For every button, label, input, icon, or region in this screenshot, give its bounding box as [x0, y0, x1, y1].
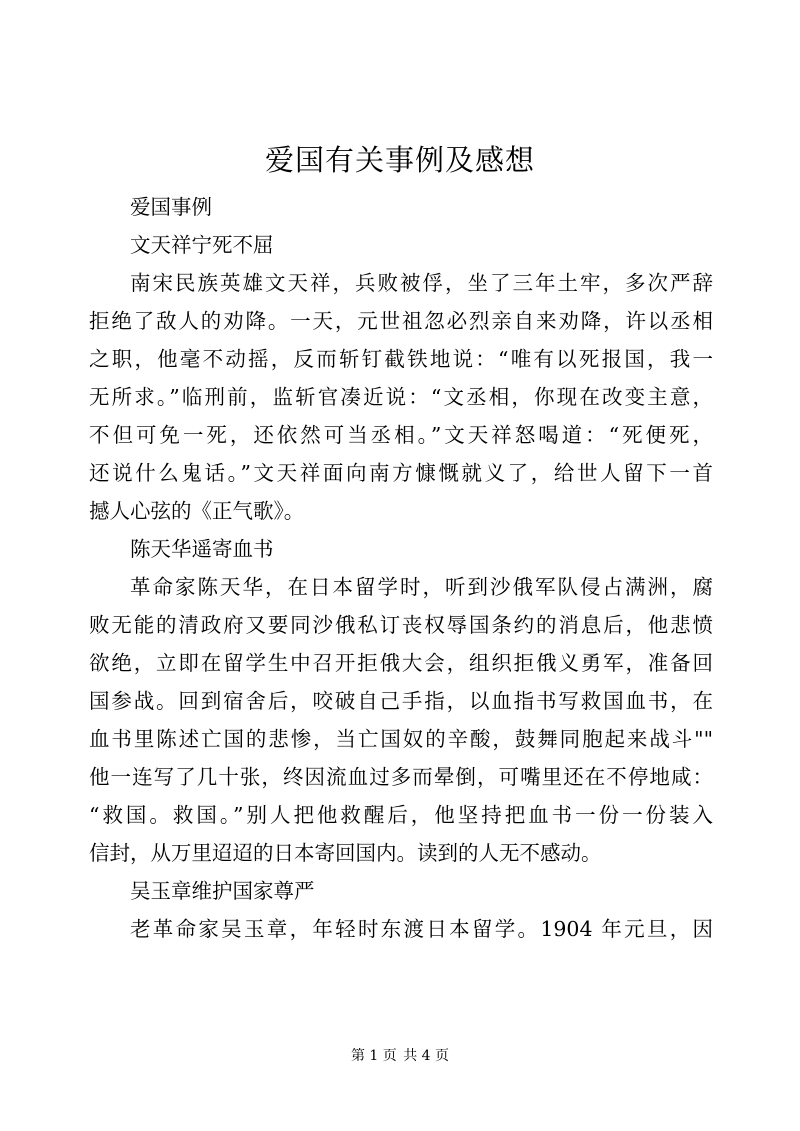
text-line: 还说什么鬼话。”文天祥面向南方慷慨就义了，给世人留下一首: [89, 461, 713, 485]
story-title-chen: [89, 530, 713, 568]
text-line: “救国。救国。”别人把他救醒后，他坚持把血书一份一份装入: [89, 803, 713, 827]
page-footer: [0, 1046, 800, 1066]
text-line: 撼人心弦的《正气歌》。: [89, 499, 305, 523]
text-line: 国参战。回到宿舍后，咬破自己手指，以血指书写救国血书，在: [89, 689, 713, 713]
text-line: 他一连写了几十张，终因流血过多而晕倒，可嘴里还在不停地咸：: [89, 765, 713, 789]
text-line: 革命家陈天华，在日本留学时，听到沙俄军队侵占满洲，腐: [130, 575, 713, 599]
story-title-wen-text: 文天祥宁死不屈: [130, 233, 274, 257]
text-line: 欲绝，立即在留学生中召开拒俄大会，组织拒俄义勇军，准备回: [89, 651, 713, 675]
text-line: 不但可免一死，还依然可当丞相。”文天祥怒喝道：“死便死，: [89, 423, 713, 447]
document-body: [89, 188, 713, 948]
text-line: 败无能的清政府又要同沙俄私订丧权辱国条约的消息后，他悲愤: [89, 613, 713, 637]
story-title-wu: [89, 872, 713, 910]
story-title-chen-text: 陈天华遥寄血书: [130, 537, 274, 561]
story-title-wen: [89, 226, 713, 264]
text-line: 无所求。”临刑前，监斩官凑近说：“文丞相，你现在改变主意，: [89, 385, 713, 409]
text-line: 老革命家吴玉章，年轻时东渡日本留学。1904 年元旦，因: [130, 917, 713, 941]
story-paragraph-chen: [89, 568, 713, 872]
document-title: 爱国有关事例及感想: [264, 143, 535, 177]
section-heading-text: 爱国事例: [130, 195, 212, 219]
text-line: 拒绝了敌人的劝降。一天，元世祖忽必烈亲自来劝降，许以丞相: [89, 309, 713, 333]
text-line: 信封，从万里迢迢的日本寄回国内。读到的人无不感动。: [89, 841, 602, 865]
text-line: 血书里陈述亡国的悲惨，当亡国奴的辛酸，鼓舞同胞起来战斗"": [89, 727, 713, 751]
section-heading: [89, 188, 713, 226]
text-line: 南宋民族英雄文天祥，兵败被俘，坐了三年土牢，多次严辞: [130, 271, 713, 295]
story-paragraph-wen: [89, 264, 713, 530]
text-line: 之职，他毫不动摇，反而斩钉截铁地说：“唯有以死报国，我一: [89, 347, 713, 371]
page-total: 共 4 页: [403, 1048, 450, 1064]
story-title-wu-text: 吴玉章维护国家尊严: [130, 879, 315, 903]
story-paragraph-wu: [89, 910, 713, 948]
page-number: 第 1 页: [350, 1048, 397, 1064]
